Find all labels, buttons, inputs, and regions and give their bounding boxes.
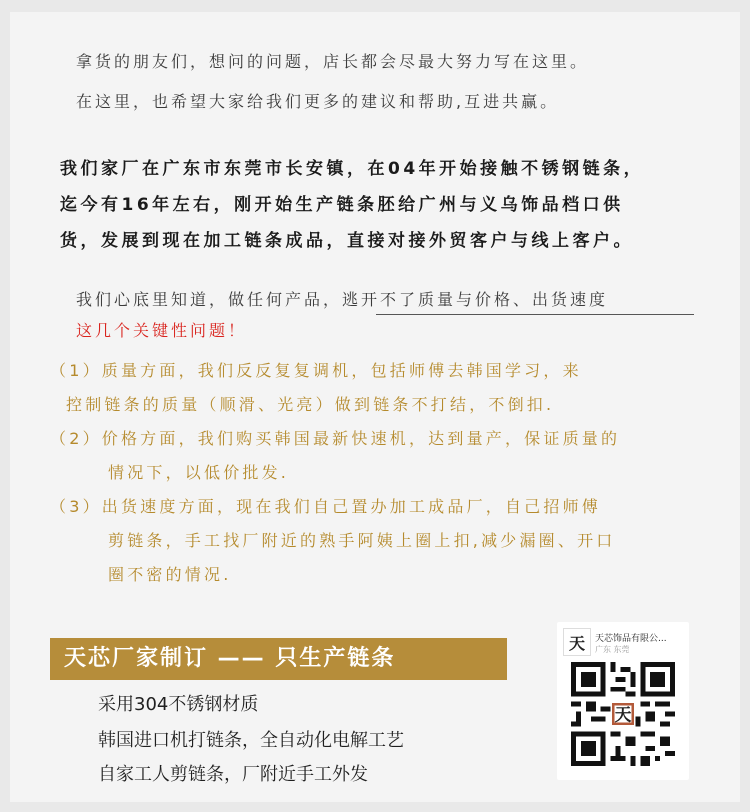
belief-line-1 (76, 287, 608, 310)
point-3-line-1: （3）出货速度方面，现在我们自己置办加工成品厂，自己招师傅 (50, 497, 601, 516)
point-3-line-3: 圈不密的情况. (108, 565, 232, 584)
point-1-line-2: 控制链条的质量（顺滑、光亮）做到链条不打结，不倒扣. (66, 395, 555, 414)
feature-2: 韩国进口机打链条，全自动化电解工艺 (98, 730, 404, 751)
brand-logo: 天 (563, 628, 591, 656)
qr-card[interactable] (557, 622, 689, 780)
intro-line-2: 在这里，也希望大家给我们更多的建议和帮助,互进共赢。 (76, 92, 560, 111)
qr-code-icon[interactable] (571, 662, 675, 766)
point-2-line-2: 情况下，以低价批发. (108, 463, 290, 482)
qr-center-logo: 天 (614, 704, 632, 725)
company-line-2: 迄今有16年左右，刚开始生产链条胚给广州与义乌饰品档口供 (60, 195, 624, 215)
intro-line-1: 拿货的朋友们，想问的问题，店长都会尽最大努力写在这里。 (76, 52, 590, 71)
belief-part-1: 我们心底里知道，做任何产品， (76, 290, 343, 309)
feature-3: 自家工人剪链条，厂附近手工外发 (98, 764, 368, 785)
qr-location: 广东 东莞 (595, 645, 630, 654)
belief-part-2: 逃开不了质量与价格、出货速度 (342, 290, 609, 309)
belief-line-2: 这几个关键性问题！ (76, 321, 248, 340)
point-2-line-1: （2）价格方面，我们购买韩国最新快速机，达到量产，保证质量的 (50, 429, 621, 448)
point-1-line-1: （1）质量方面，我们反反复复调机，包括师傅去韩国学习，来 (50, 361, 582, 380)
company-line-1: 我们家厂在广东市东莞市长安镇，在04年开始接触不锈钢链条， (60, 159, 645, 179)
point-3-line-2: 剪链条，手工找厂附近的熟手阿姨上圈上扣,减少漏圈、开口 (108, 531, 616, 550)
feature-1: 采用304不锈钢材质 (98, 694, 259, 715)
brand-banner: 天芯厂家制订 —— 只生产链条 (50, 638, 507, 680)
belief-underline (376, 314, 694, 315)
company-line-3: 货，发展到现在加工链条成品，直接对接外贸客户与线上客户。 (60, 231, 634, 251)
qr-shop-name: 天芯饰品有限公... (595, 634, 667, 644)
